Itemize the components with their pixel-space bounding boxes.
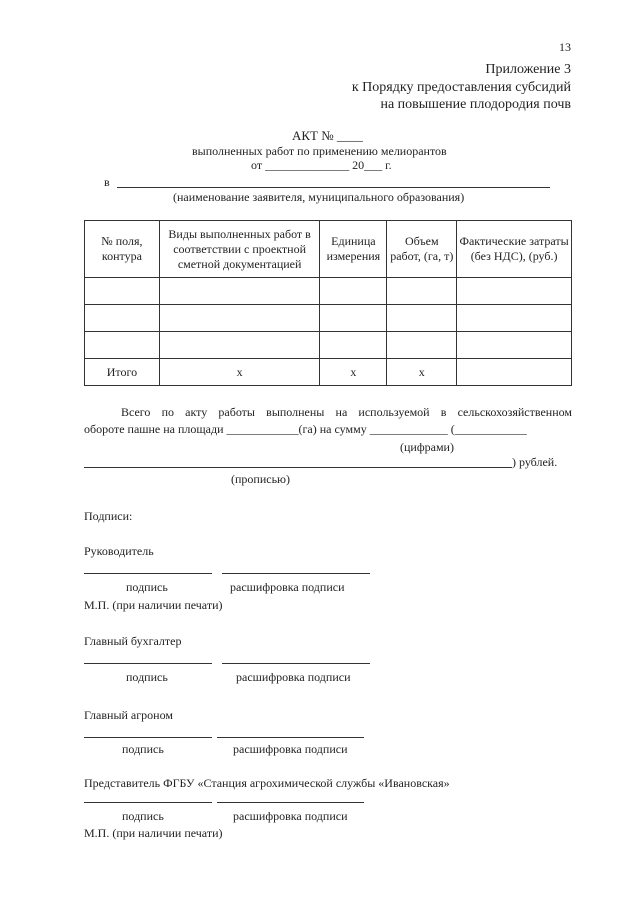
decode-line xyxy=(217,737,364,738)
applicant-name-line xyxy=(117,187,550,188)
act-subtitle: выполненных работ по применению мелиорантов xyxy=(192,144,447,158)
total-costs xyxy=(457,359,572,386)
col-header-costs: Фактические затраты (без НДС), (руб.) xyxy=(457,221,572,278)
table-header-row xyxy=(85,221,572,278)
table-row xyxy=(85,278,572,305)
col-header-volume: Объем работ, (га, т) xyxy=(387,221,457,278)
works-table xyxy=(84,220,572,386)
col-header-works: Виды выполненных работ в соответствии с проектной сметной документацией xyxy=(159,221,320,278)
total-unit: х xyxy=(320,359,387,386)
sign-caption: подпись xyxy=(122,809,164,823)
total-label: Итого xyxy=(85,359,160,386)
appendix-line-2: к Порядку предоставления субсидий xyxy=(351,80,571,95)
sign-line xyxy=(84,573,212,574)
signatures-heading: Подписи: xyxy=(84,509,133,523)
stamp-note: М.П. (при наличии печати) xyxy=(84,598,223,612)
role-representative: Представитель ФГБУ «Станция агрохимической службы «Ивановская» xyxy=(84,776,450,790)
page-number: 13 xyxy=(559,40,571,54)
summary-line-2: обороте пашне на площади ____________(га) на сумму _____________ (____________ xyxy=(84,422,527,436)
col-header-field: № поля, контура xyxy=(85,221,160,278)
decode-line xyxy=(222,663,370,664)
role-director: Руководитель xyxy=(84,544,154,558)
stamp-note: М.П. (при наличии печати) xyxy=(84,826,223,840)
col-header-unit: Единица измерения xyxy=(320,221,387,278)
summary-line-1: Всего по акту работы выполнены на используемой в сельскохозяйственном xyxy=(121,405,572,419)
total-volume: х xyxy=(387,359,457,386)
sign-caption: подпись xyxy=(126,670,168,684)
sign-line xyxy=(84,737,212,738)
decode-line xyxy=(217,802,364,803)
sign-line xyxy=(84,802,212,803)
summary-line-3-end: ) рублей. xyxy=(512,455,558,469)
decode-caption: расшифровка подписи xyxy=(236,670,351,684)
decode-caption: расшифровка подписи xyxy=(233,809,348,823)
table-row xyxy=(85,305,572,332)
applicant-caption: (наименование заявителя, муниципального образования) xyxy=(173,190,465,204)
act-date: от ______________ 20___ г. xyxy=(251,158,392,172)
sign-caption: подпись xyxy=(126,580,168,594)
table-total-row xyxy=(85,359,572,386)
amount-words-line xyxy=(84,467,512,468)
decode-caption: расшифровка подписи xyxy=(230,580,345,594)
words-caption: (прописью) xyxy=(231,472,291,486)
total-works: х xyxy=(159,359,320,386)
sign-line xyxy=(84,663,212,664)
decode-caption: расшифровка подписи xyxy=(233,742,348,756)
role-chief-agronomist: Главный агроном xyxy=(84,708,173,722)
decode-line xyxy=(222,573,370,574)
sign-caption: подпись xyxy=(122,742,164,756)
table-row xyxy=(85,332,572,359)
act-title: АКТ № ____ xyxy=(292,128,363,143)
appendix-line-3: на повышение плодородия почв xyxy=(380,97,571,112)
appendix-line-1: Приложение 3 xyxy=(485,62,571,77)
digits-caption: (цифрами) xyxy=(400,440,454,454)
role-chief-accountant: Главный бухгалтер xyxy=(84,634,182,648)
in-label: в xyxy=(104,175,110,189)
